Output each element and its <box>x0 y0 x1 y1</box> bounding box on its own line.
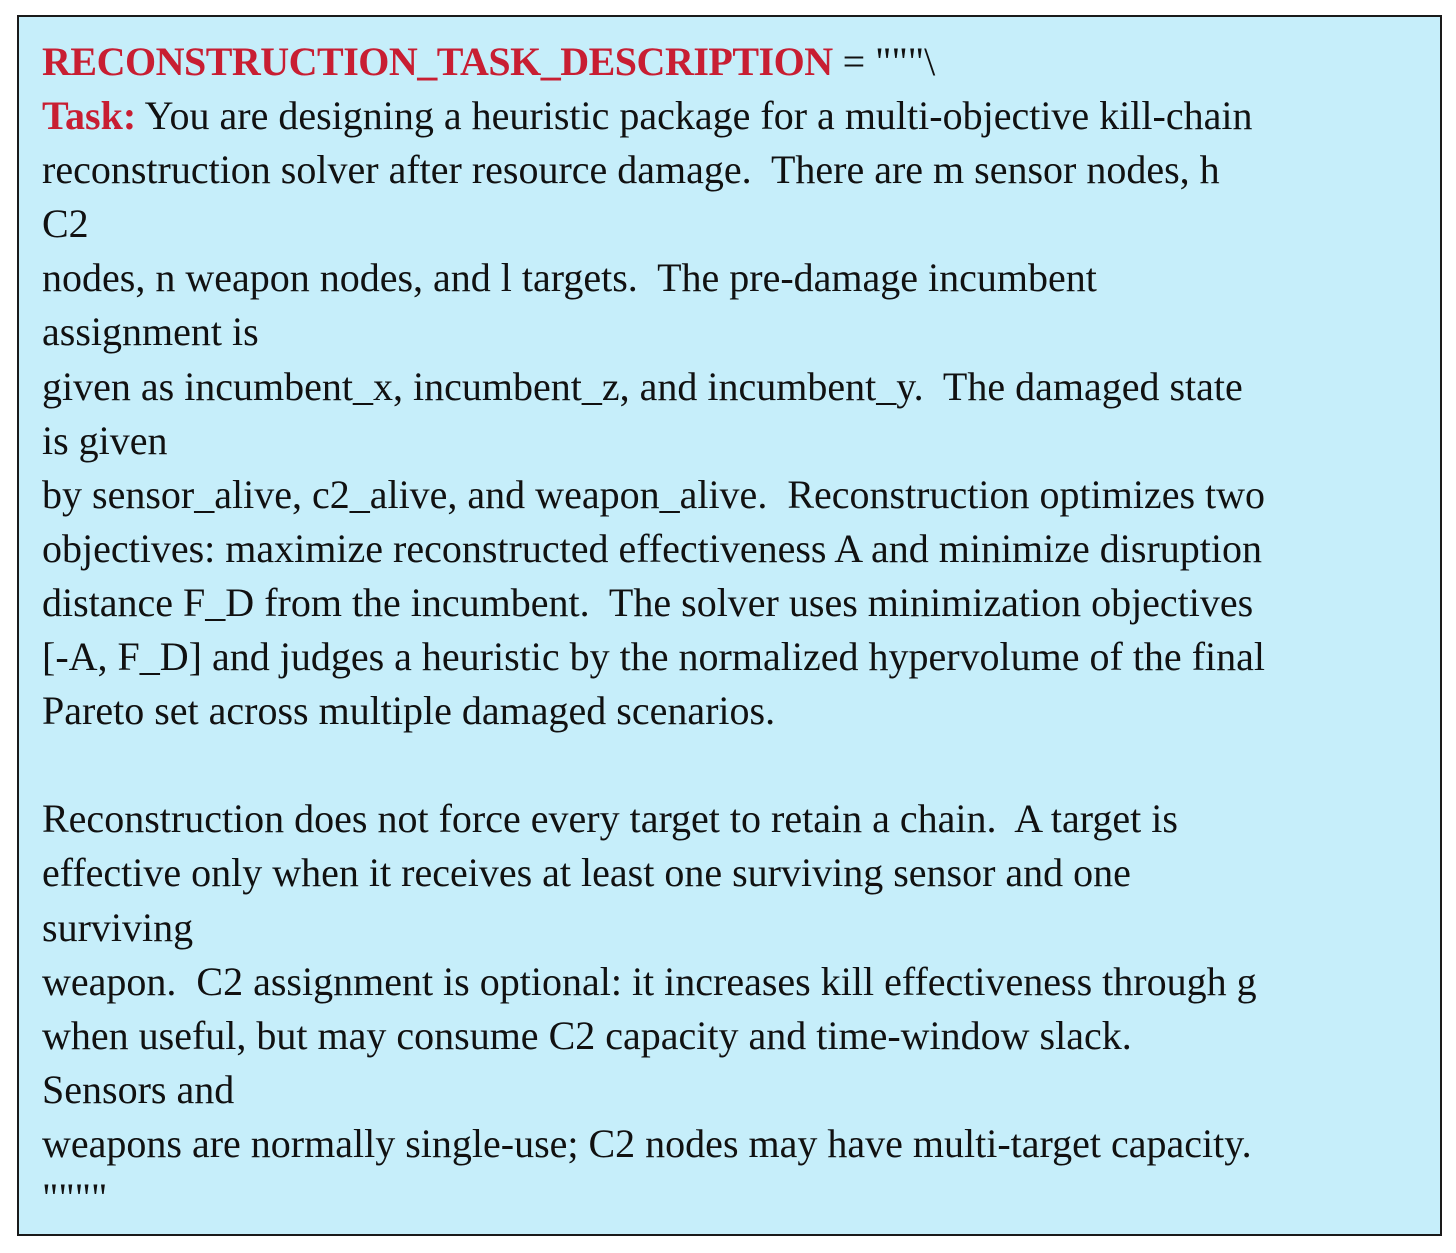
text-line: effective only when it receives at least one surviving sensor and one <box>42 850 1131 896</box>
text-line: objectives: maximize reconstructed effectiveness A and minimize disruption <box>42 525 1263 571</box>
variable-name: RECONSTRUCTION_TASK_DESCRIPTION <box>42 39 833 84</box>
text-line: nodes, n weapon nodes, and l targets. The pre-damage incumbent <box>42 255 1097 301</box>
task-description-text <box>42 35 1437 1225</box>
text-line: distance F_D from the incumbent. The solver uses minimization objectives <box>42 579 1254 625</box>
text-line: given as incumbent_x, incumbent_z, and incumbent_y. The damaged state <box>42 363 1243 409</box>
closing-quotes: """" <box>42 1174 108 1220</box>
text-line: weapons are normally single-use; C2 nodes may have multi-target capacity. <box>42 1120 1252 1166</box>
text-line: Reconstruction does not force every target to retain a chain. A target is <box>42 796 1178 842</box>
task-label: Task: <box>42 93 137 139</box>
text-line: by sensor_alive, c2_alive, and weapon_alive. Reconstruction optimizes two <box>42 471 1266 517</box>
text-line: You are designing a heuristic package for a multi-objective kill-chain <box>136 93 1253 139</box>
text-line: is given <box>42 417 168 463</box>
text-line: surviving <box>42 904 194 950</box>
blank-line <box>42 738 1437 792</box>
text-line: C2 <box>42 201 89 247</box>
task-line <box>42 89 1437 143</box>
text-line: weapon. C2 assignment is optional: it increases kill effectiveness through g <box>42 958 1257 1004</box>
text-line: reconstruction solver after resource damage. There are m sensor nodes, h <box>42 147 1220 193</box>
heading-line <box>42 35 1437 89</box>
text-line: Sensors and <box>42 1066 235 1112</box>
code-panel <box>17 15 1442 1236</box>
text-line: [-A, F_D] and judges a heuristic by the normalized hypervolume of the final <box>42 634 1265 680</box>
text-line: Pareto set across multiple damaged scenarios. <box>42 688 776 734</box>
assignment-operator: = """\ <box>832 39 936 84</box>
text-line: assignment is <box>42 309 259 355</box>
text-line: when useful, but may consume C2 capacity and time-window slack. <box>42 1012 1132 1058</box>
